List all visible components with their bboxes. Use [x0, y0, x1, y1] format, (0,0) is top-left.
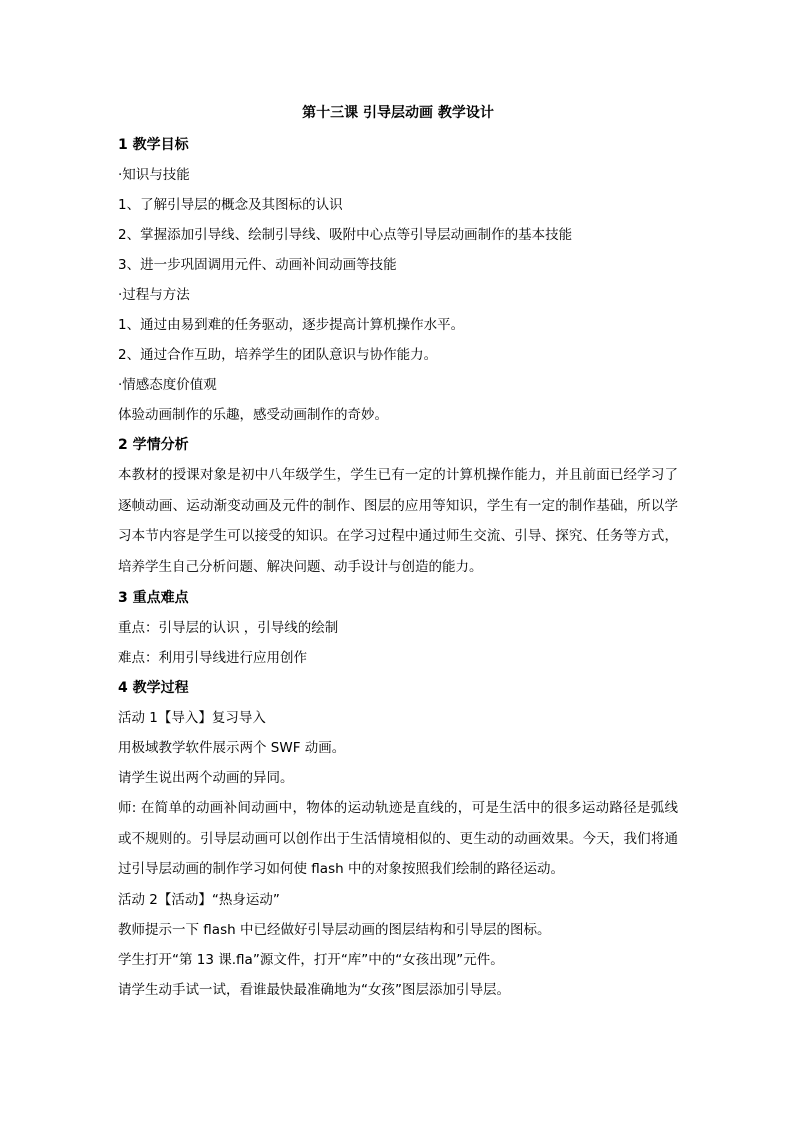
list-item: 1、通过由易到难的任务驱动，逐步提高计算机操作水平。 [118, 317, 465, 333]
key-point-text: 重点：引导层的认识 ，引导线的绘制 [118, 619, 339, 636]
subheading-attitudes-values: ·情感态度价值观 [118, 377, 217, 393]
section-heading-analysis: 2 学情分析 [118, 437, 189, 453]
analysis-paragraph: 本教材的授课对象是初中八年级学生，学生已有一定的计算机操作能力，并且前面已经学习了逐帧动画、运动渐变动画及元件的制作、图层的应用等知识，学生有一定的制作基础，所以学习本节内容是学生可以接受的知识。在学习过程中通过师生交流、引导、探究、任务等方式，培养学生自己分析问题、解决问题、动手设计与创造的能力。 [118, 467, 678, 576]
list-item: 2、通过合作互助，培养学生的团队意识与协作能力。 [118, 347, 438, 363]
activity-1-title: 活动 1【导入】复习导入 [118, 709, 266, 726]
process-line: 教师提示一下 flash 中已经做好引导层动画的图层结构和引导层的图标。 [118, 921, 551, 938]
process-line: 用极域教学软件展示两个 SWF 动画。 [118, 739, 346, 756]
subheading-process-methods: ·过程与方法 [118, 287, 190, 303]
list-item: 3、进一步巩固调用元件、动画补间动画等技能 [118, 257, 397, 273]
process-line: 学生打开“第 13 课.fla”源文件，打开“库”中的“女孩出现”元件。 [118, 951, 504, 968]
subheading-knowledge-skills: ·知识与技能 [118, 167, 190, 183]
list-item: 1、了解引导层的概念及其图标的认识 [118, 197, 343, 213]
process-line: 请学生说出两个动画的异同。 [118, 769, 294, 786]
document-page [118, 100, 678, 1005]
section-heading-key-points: 3 重点难点 [118, 589, 189, 606]
activity-2-title: 活动 2【活动】“热身运动” [118, 891, 280, 908]
process-line: 请学生动手试一试，看谁最快最准确地为“女孩”图层添加引导层。 [118, 981, 510, 998]
teacher-paragraph: 师: 在简单的动画补间动画中，物体的运动轨迹是直线的，可是生活中的很多运动路径是弧线或不规则的。引导层动画可以创作出于生活情境相似的、更生动的动画效果。今天，我们将通过引导层动画的制作学习如何使 flash 中的对象按照我们绘制的路径运动。 [118, 799, 678, 878]
document-title: 第十三课 引导层动画 教学设计 [302, 105, 494, 121]
section-heading-process: 4 教学过程 [118, 679, 189, 696]
difficulty-text: 难点：利用引导线进行应用创作 [118, 649, 307, 666]
list-item: 2、掌握添加引导线、绘制引导线、吸附中心点等引导层动画制作的基本技能 [118, 227, 573, 243]
attitude-text: 体验动画制作的乐趣，感受动画制作的奇妙。 [118, 407, 388, 423]
section-heading-objectives: 1 教学目标 [118, 137, 189, 153]
